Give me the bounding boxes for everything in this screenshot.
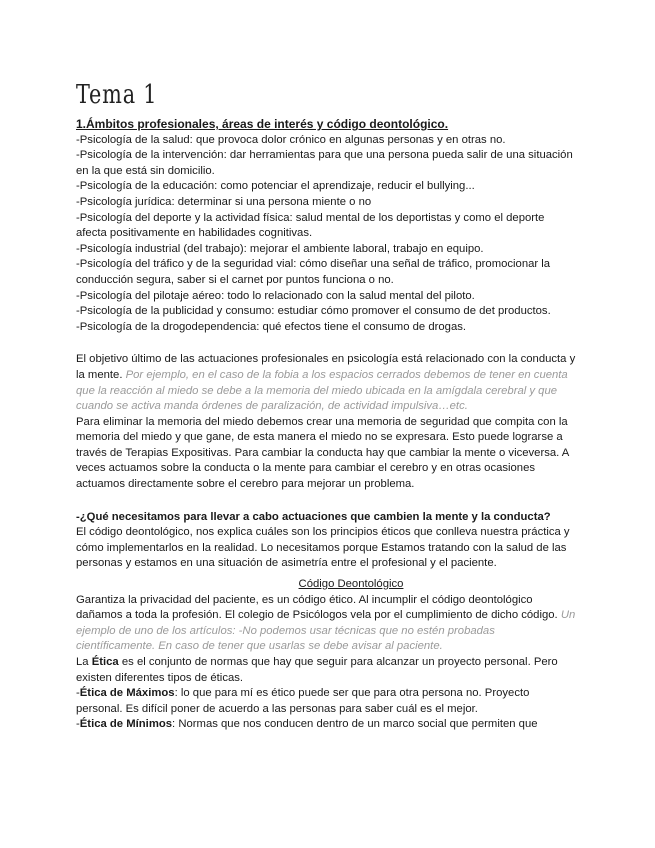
etica-maximos: -Ética de Máximos: lo que para mí es ético puede ser que para otra persona no. Proyecto personal. Es difícil poner de acuerdo a las personas para saber cuál es el mejor. bbox=[76, 687, 530, 715]
paragraph-objetivo bbox=[76, 352, 576, 414]
maximos-text: : lo que para mí es ético puede ser que para otra persona no. Proyecto personal. Es difícil poner de acuerdo a las personas para saber cuál es el mejor. bbox=[76, 687, 530, 715]
list-item: -Psicología de la salud: que provoca dolor crónico en algunas personas y en otras no. bbox=[76, 133, 506, 146]
paragraph-text: El objetivo último de las actuaciones profesionales en psicología está relacionado con la conducta y la mente. bbox=[76, 353, 576, 381]
question-text: ¿Qué necesitamos para llevar a cabo actuaciones que cambien la mente y la conducta? bbox=[79, 510, 551, 523]
codigo-heading: Código Deontológico bbox=[298, 578, 404, 591]
list-item: -Psicología de la intervención: dar herramientas para que una persona pueda salir de una situación en la que está sin domicilio. bbox=[76, 149, 573, 177]
codigo-text: Garantiza la privacidad del paciente, es un código ético. Al incumplir el código deontológico dañamos a toda la profesión. El colegio de Psicólogos vela por el cumplimiento de dicho código. bbox=[76, 593, 558, 622]
etica-paragraph bbox=[76, 655, 576, 686]
question-prefix: - bbox=[76, 510, 80, 523]
example-italic: Por ejemplo, en el caso de la fobia a los espacios cerrados debemos de tener en cuenta que la reacción al miedo se debe a la memoria del miedo ubicada en la amígdala cerebral y que cuando se activa manda órdenes de paralización, de actividad impulsiva…etc. bbox=[76, 368, 568, 413]
page-title: Tema 1 bbox=[76, 80, 158, 110]
minimos-term: Ética de Mínimos bbox=[79, 718, 173, 731]
list-item: -Psicología del tráfico y de la seguridad vial: cómo diseñar una señal de tráfico, promocionar la conducción segura, saber si el carnet por puntos funciona o no. bbox=[76, 258, 551, 286]
list-item: -Psicología de la publicidad y consumo: estudiar cómo promover el consumo de det productos. bbox=[76, 305, 551, 318]
list-item: -Psicología del pilotaje aéreo: todo lo relacionado con la salud mental del piloto. bbox=[76, 289, 475, 302]
minimos-text: : Normas que nos conducen dentro de un marco social que permiten que bbox=[172, 718, 538, 731]
list-item: -Psicología de la educación: como potenciar el aprendizaje, reducir el bullying... bbox=[76, 180, 475, 193]
document-page bbox=[76, 80, 576, 733]
answer-paragraph: El código deontológico, nos explica cuáles son los principios éticos que conlleva nuestra práctica y cómo implementarlos en la realidad. Lo necesitamos porque Estamos tratando con la salud de las personas y estamos en una situación de asimetría entre el profesional y el paciente. bbox=[76, 526, 570, 570]
list-item: -Psicología industrial (del trabajo): mejorar el ambiente laboral, trabajo en equipo. bbox=[76, 242, 484, 255]
question-heading bbox=[76, 510, 576, 526]
etica-pre: La bbox=[76, 656, 89, 668]
section-heading: 1.Ámbitos profesionales, áreas de interés y código deontológico. bbox=[76, 117, 449, 131]
codigo-paragraph bbox=[76, 593, 576, 655]
maximos-term: Ética de Máximos bbox=[79, 687, 175, 700]
paragraph-memoria: Para eliminar la memoria del miedo debemos crear una memoria de seguridad que compita con la memoria del miedo y que gane, de esta manera el miedo no se expresara. Esto puede lograrse a través de Terapias Expositivas. Para cambiar la conducta hay que cambiar la mente o viceversa. A veces actuamos sobre la conducta o la mente para cambiar el cerebro y en otras ocasiones actuamos directamente sobre el cerebro para mejorar un problema. bbox=[76, 415, 569, 491]
etica-text: es el conjunto de normas que hay que seguir para alcanzar un proyecto personal. Pero existen diferentes tipos de éticas. bbox=[76, 656, 558, 684]
codigo-example-italic: Un ejemplo de uno de los artículos: -No podemos usar técnicas que no estén probadas científicamente. En caso de tener que usarlas se debe avisar al paciente. bbox=[76, 609, 576, 653]
etica-minimos: -Ética de Mínimos: Normas que nos conducen dentro de un marco social que permiten que bbox=[76, 718, 538, 731]
list-item: -Psicología del deporte y la actividad física: salud mental de los deportistas y como el deporte afecta positivamente en habilidades cognitivas. bbox=[76, 211, 545, 240]
list-item: -Psicología de la drogodependencia: qué efectos tiene el consumo de drogas. bbox=[76, 320, 467, 333]
list-item: -Psicología jurídica: determinar si una persona miente o no bbox=[76, 195, 372, 208]
etica-term: Ética bbox=[91, 656, 119, 668]
